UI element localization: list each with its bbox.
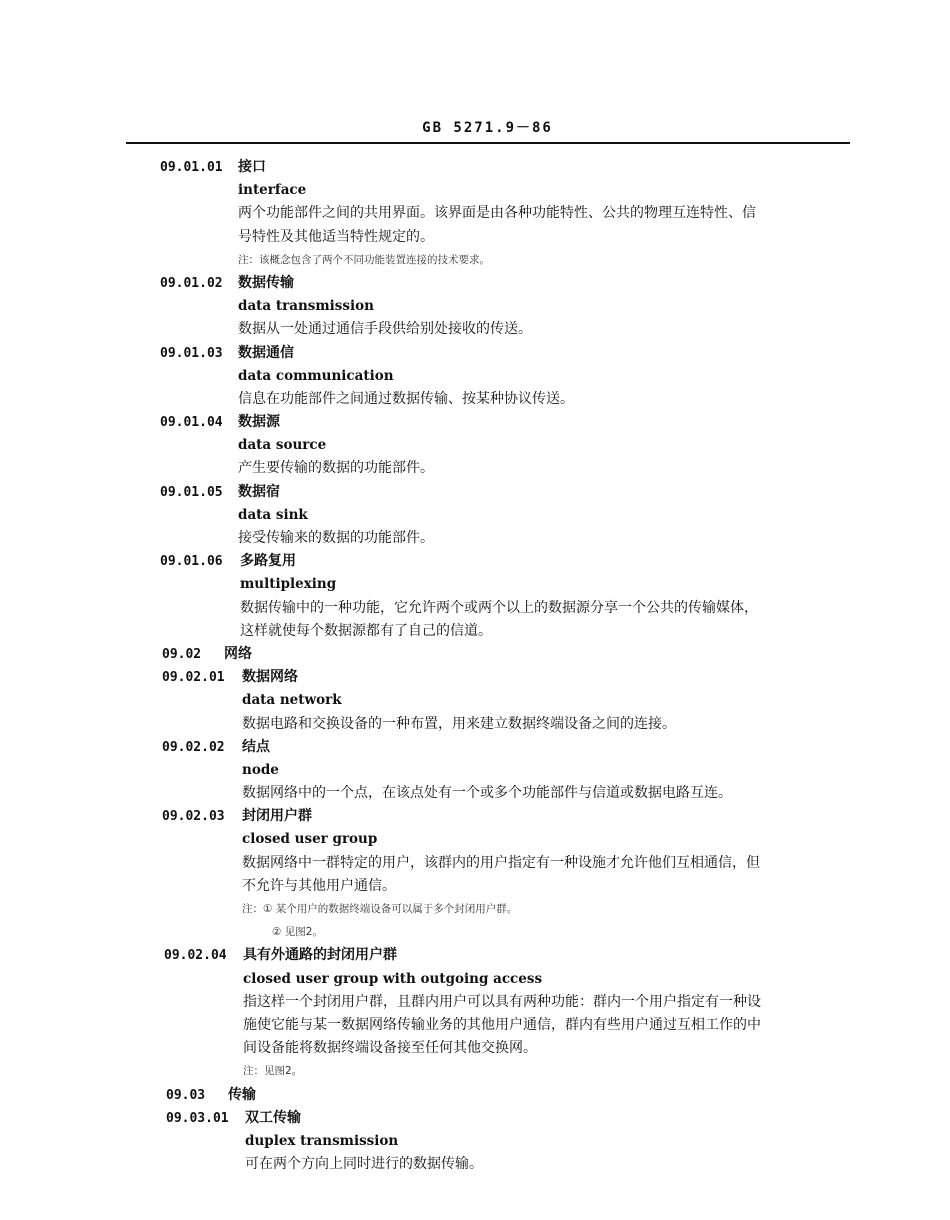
definition-line: 不允许与其他用户通信。 bbox=[242, 877, 396, 894]
term-english: data communication bbox=[238, 367, 394, 384]
entry-row bbox=[0, 411, 950, 434]
entry-number: 09.01.01 bbox=[160, 160, 223, 175]
entry-row bbox=[0, 573, 950, 596]
term-chinese: 数据源 bbox=[238, 414, 280, 431]
term-english: data sink bbox=[238, 506, 308, 523]
entry-row bbox=[0, 1153, 950, 1176]
entry-row bbox=[0, 504, 950, 527]
entry-row bbox=[0, 318, 950, 341]
section-title: 传输 bbox=[228, 1086, 256, 1103]
definition-line: 数据网络中的一个点，在该点处有一个或多个功能部件与信道或数据电路互连。 bbox=[242, 785, 732, 802]
term-english: node bbox=[242, 761, 279, 778]
entry-row bbox=[0, 666, 950, 689]
entry-row bbox=[0, 272, 950, 295]
note-line: 注：见图2。 bbox=[243, 1065, 303, 1078]
entry-row bbox=[0, 805, 950, 828]
entry-number: 09.03.01 bbox=[166, 1110, 229, 1126]
term-english: interface bbox=[238, 182, 307, 199]
entry-row bbox=[0, 921, 950, 944]
definition-line: 数据从一处通过通信手段供给别处接收的传送。 bbox=[238, 321, 532, 338]
entry-row bbox=[0, 759, 950, 782]
term-chinese: 双工传输 bbox=[245, 1109, 301, 1126]
header-rule bbox=[126, 142, 850, 144]
entry-row bbox=[0, 736, 950, 759]
definition-line: 数据电路和交换设备的一种布置，用来建立数据终端设备之间的连接。 bbox=[242, 715, 676, 732]
definition-line: 产生要传输的数据的功能部件。 bbox=[238, 460, 434, 477]
term-chinese: 具有外通路的封闭用户群 bbox=[243, 947, 397, 964]
entry-number: 09.02.01 bbox=[162, 670, 225, 686]
entry-row bbox=[0, 550, 950, 573]
entry-row bbox=[0, 434, 950, 457]
entry-number: 09.01.04 bbox=[160, 415, 223, 431]
section-title: 网络 bbox=[224, 645, 252, 662]
entry-row bbox=[0, 1084, 950, 1107]
definition-line: 数据传输中的一种功能，它允许两个或两个以上的数据源分享一个公共的传输媒体， bbox=[240, 599, 758, 616]
term-english: closed user group with outgoing access bbox=[243, 970, 543, 987]
entry-number: 09.01.02 bbox=[160, 275, 223, 291]
definition-line: 可在两个方向上同时进行的数据传输。 bbox=[245, 1156, 483, 1173]
entry-row bbox=[0, 944, 950, 967]
term-chinese: 数据宿 bbox=[238, 483, 280, 500]
standard-code-header: GB 5271.9－86 bbox=[422, 120, 553, 136]
entry-number: 09.01.03 bbox=[160, 345, 223, 361]
entry-row bbox=[0, 875, 950, 898]
term-english: data transmission bbox=[238, 298, 374, 315]
entry-row bbox=[0, 782, 950, 805]
entry-row bbox=[0, 597, 950, 620]
term-chinese: 数据网络 bbox=[242, 669, 298, 686]
term-english: duplex transmission bbox=[245, 1132, 399, 1149]
entry-row bbox=[0, 388, 950, 411]
entry-row bbox=[0, 968, 950, 991]
definition-line: 施使它能与某一数据网络传输业务的其他用户通信，群内有些用户通过互相工作的中 bbox=[243, 1016, 761, 1033]
entry-row bbox=[0, 852, 950, 875]
entry-row bbox=[0, 295, 950, 318]
section-number: 09.02 bbox=[162, 646, 202, 662]
definition-line: 间设备能将数据终端设备接至任何其他交换网。 bbox=[243, 1040, 537, 1057]
entry-row bbox=[0, 156, 950, 179]
entry-number: 09.02.02 bbox=[162, 739, 225, 755]
entry-number: 09.02.04 bbox=[164, 948, 227, 964]
entry-number: 09.02.03 bbox=[162, 809, 225, 825]
entry-row bbox=[0, 689, 950, 712]
entry-row bbox=[0, 457, 950, 480]
term-chinese: 结点 bbox=[242, 738, 270, 755]
entry-row bbox=[0, 226, 950, 249]
glossary-entries bbox=[0, 156, 950, 1176]
note-line: ② 见图2。 bbox=[272, 926, 323, 939]
entry-row bbox=[0, 643, 950, 666]
definition-line: 号特性及其他适当特性规定的。 bbox=[238, 228, 434, 245]
entry-row bbox=[0, 202, 950, 225]
definition-line: 接受传输来的数据的功能部件。 bbox=[238, 530, 434, 546]
section-number: 09.03 bbox=[166, 1087, 206, 1103]
entry-row bbox=[0, 527, 950, 550]
term-english: data source bbox=[238, 437, 327, 454]
entry-row bbox=[0, 1107, 950, 1130]
entry-number: 09.01.06 bbox=[160, 554, 223, 570]
definition-line: 数据网络中一群特定的用户，该群内的用户指定有一种设施才允许他们互相通信，但 bbox=[242, 854, 760, 871]
term-chinese: 接口 bbox=[238, 159, 266, 175]
term-chinese: 数据通信 bbox=[238, 344, 294, 361]
definition-line: 指这样一个封闭用户群，且群内用户可以具有两种功能：群内一个用户指定有一种设 bbox=[243, 993, 761, 1010]
entry-row bbox=[0, 713, 950, 736]
entry-row bbox=[0, 179, 950, 202]
entry-row bbox=[0, 365, 950, 388]
term-english: multiplexing bbox=[240, 576, 337, 593]
entry-row bbox=[0, 898, 950, 921]
entry-row bbox=[0, 342, 950, 365]
term-english: data network bbox=[242, 692, 342, 709]
definition-line: 这样就使每个数据源都有了自己的信道。 bbox=[240, 622, 492, 639]
entry-row bbox=[0, 828, 950, 851]
note-line: 注：① 某个用户的数据终端设备可以属于多个封闭用户群。 bbox=[242, 903, 518, 915]
entry-row bbox=[0, 991, 950, 1014]
term-chinese: 数据传输 bbox=[238, 274, 294, 291]
entry-row bbox=[0, 249, 950, 272]
entry-row bbox=[0, 620, 950, 643]
entry-number: 09.01.05 bbox=[160, 484, 223, 500]
term-english: closed user group bbox=[242, 831, 378, 848]
term-chinese: 封闭用户群 bbox=[242, 808, 312, 825]
definition-line: 信息在功能部件之间通过数据传输、按某种协议传送。 bbox=[238, 390, 574, 407]
term-chinese: 多路复用 bbox=[240, 553, 296, 570]
definition-line: 两个功能部件之间的共用界面。该界面是由各种功能特性、公共的物理互连特性、信 bbox=[238, 205, 756, 222]
entry-row bbox=[0, 481, 950, 504]
entry-row bbox=[0, 1060, 950, 1083]
note-line: 注：该概念包含了两个不同功能装置连接的技术要求。 bbox=[238, 253, 490, 266]
entry-row bbox=[0, 1037, 950, 1060]
entry-row bbox=[0, 1014, 950, 1037]
entry-row bbox=[0, 1130, 950, 1153]
